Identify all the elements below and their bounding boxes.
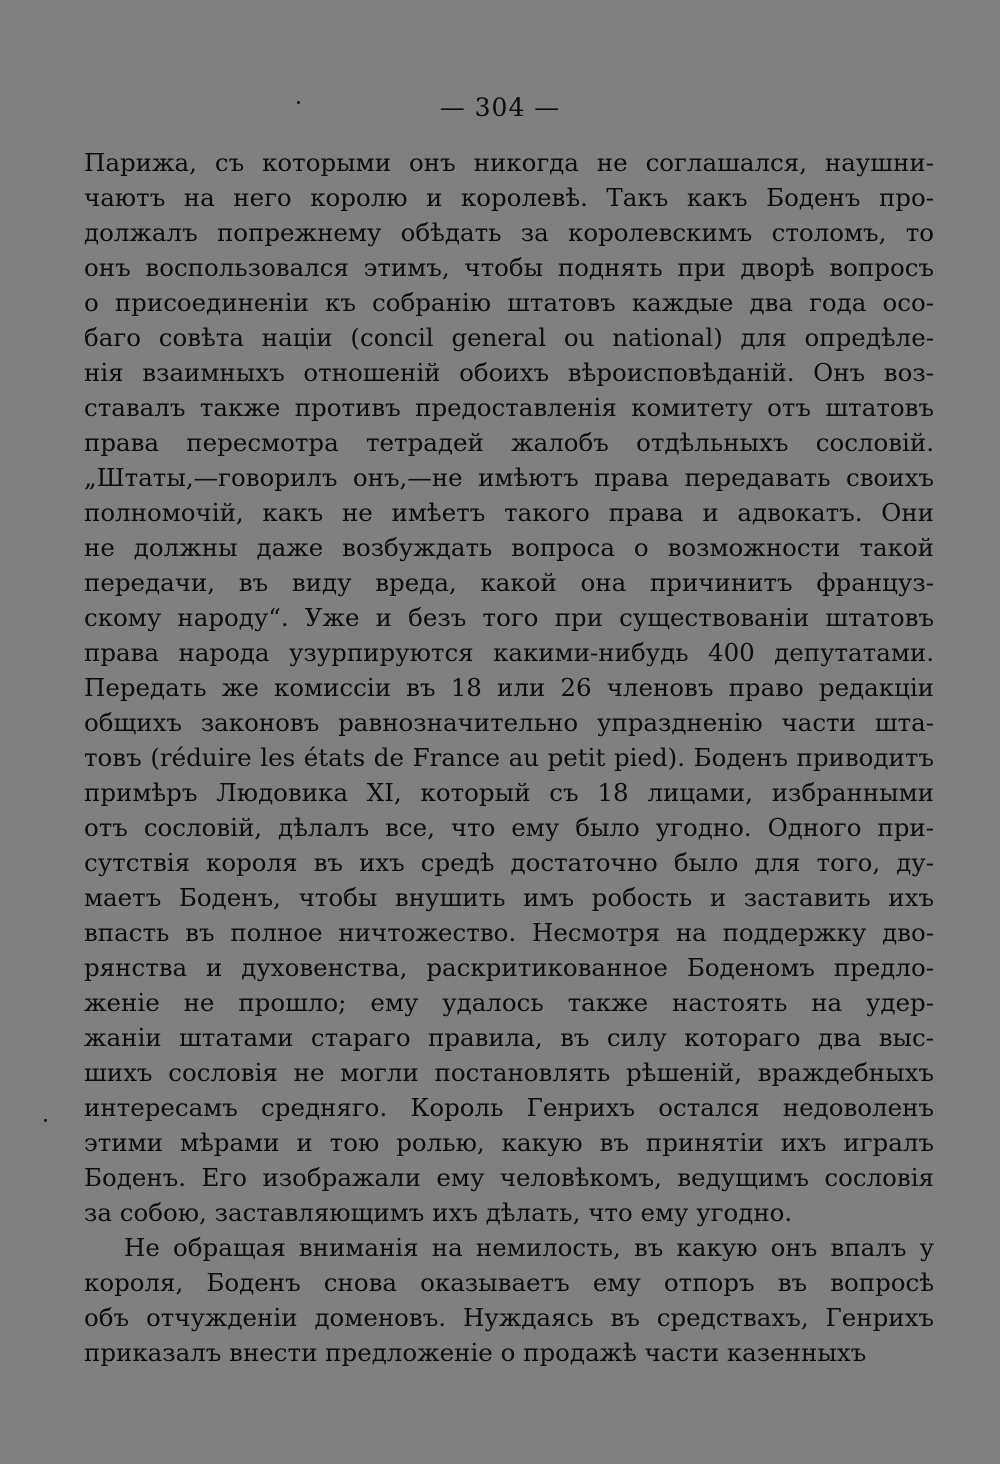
text-line: приказалъ внести предложеніе о продажѣ части казенныхъ <box>84 1338 867 1367</box>
text-line: интересамъ средняго. Король Генрихъ остался недоволенъ <box>84 1093 934 1122</box>
text-line: Передать же комиссіи въ 18 или 26 членовъ право редакціи <box>84 673 934 702</box>
text-line: Не обращая вниманія на немилость, въ какую онъ впалъ у <box>124 1233 934 1262</box>
text-line: баго совѣта націи (concil general ou national) для опредѣле- <box>84 323 934 352</box>
text-line: скому народу“. Уже и безъ того при существованіи штатовъ <box>84 603 934 632</box>
text-line: впасть въ полное ничтожество. Несмотря на поддержку дво- <box>84 918 934 947</box>
text-line: ставалъ также противъ предоставленія комитету отъ штатовъ <box>84 393 934 422</box>
paragraph <box>84 145 934 1230</box>
body-text <box>84 145 934 1370</box>
text-line: чаютъ на него королю и королевѣ. Такъ какъ Боденъ про- <box>84 183 934 212</box>
text-line: онъ воспользовался этимъ, чтобы поднять при дворѣ вопросъ <box>84 253 934 282</box>
text-line: права пересмотра тетрадей жалобъ отдѣльныхъ сословій. <box>84 428 934 457</box>
page-number: — 304 — <box>439 93 561 122</box>
paragraph <box>84 1230 934 1370</box>
text-line: жаніи штатами стараго правила, въ силу котораго два выс- <box>84 1023 934 1052</box>
text-line: этими мѣрами и тою ролью, какую въ принятіи ихъ игралъ <box>84 1128 934 1157</box>
print-speck <box>297 101 300 104</box>
print-speck <box>44 1119 47 1122</box>
text-line: Парижа, съ которыми онъ никогда не соглашался, наушни- <box>84 148 934 177</box>
text-line: нія взаимныхъ отношеній обоихъ вѣроисповѣданій. Онъ воз- <box>84 358 934 387</box>
text-line: примѣръ Людовика XI, который съ 18 лицами, избранными <box>84 778 934 807</box>
text-line: за собою, заставляющимъ ихъ дѣлать, что ему угодно. <box>84 1198 793 1227</box>
text-line: о присоединеніи къ собранію штатовъ каждые два года осо- <box>84 288 934 317</box>
text-line: должалъ попрежнему обѣдать за королевскимъ столомъ, то <box>84 218 934 247</box>
text-line: полномочій, какъ не имѣетъ такого права и адвокатъ. Они <box>84 498 934 527</box>
text-line: товъ (réduire les états de France au petit pied). Боденъ приводитъ <box>84 743 934 772</box>
text-line: права народа узурпируются какими-нибудь 400 депутатами. <box>84 638 934 667</box>
text-line: Боденъ. Его изображали ему человѣкомъ, ведущимъ сословія <box>84 1163 934 1192</box>
text-line: короля, Боденъ снова оказываетъ ему отпоръ въ вопросѣ <box>84 1268 934 1297</box>
text-line: не должны даже возбуждать вопроса о возможности такой <box>84 533 934 562</box>
text-line: „Штаты,—говорилъ онъ,—не имѣютъ права передавать своихъ <box>84 463 934 492</box>
text-line: общихъ законовъ равнозначительно упраздненію части шта- <box>84 708 934 737</box>
text-line: отъ сословій, дѣлалъ все, что ему было угодно. Одного при- <box>84 813 934 842</box>
text-line: рянства и духовенства, раскритикованное Боденомъ предло- <box>84 953 934 982</box>
text-line: маетъ Боденъ, чтобы внушить имъ робость и заставить ихъ <box>84 883 934 912</box>
text-line: объ отчужденіи доменовъ. Нуждаясь въ средствахъ, Генрихъ <box>84 1303 934 1332</box>
text-line: шихъ сословія не могли постановлять рѣшеній, враждебныхъ <box>84 1058 934 1087</box>
text-line: передачи, въ виду вреда, какой она причинитъ француз- <box>84 568 934 597</box>
text-line: сутствія короля въ ихъ средѣ достаточно было для того, ду- <box>84 848 934 877</box>
text-line: женіе не прошло; ему удалось также настоять на удер- <box>84 988 934 1017</box>
